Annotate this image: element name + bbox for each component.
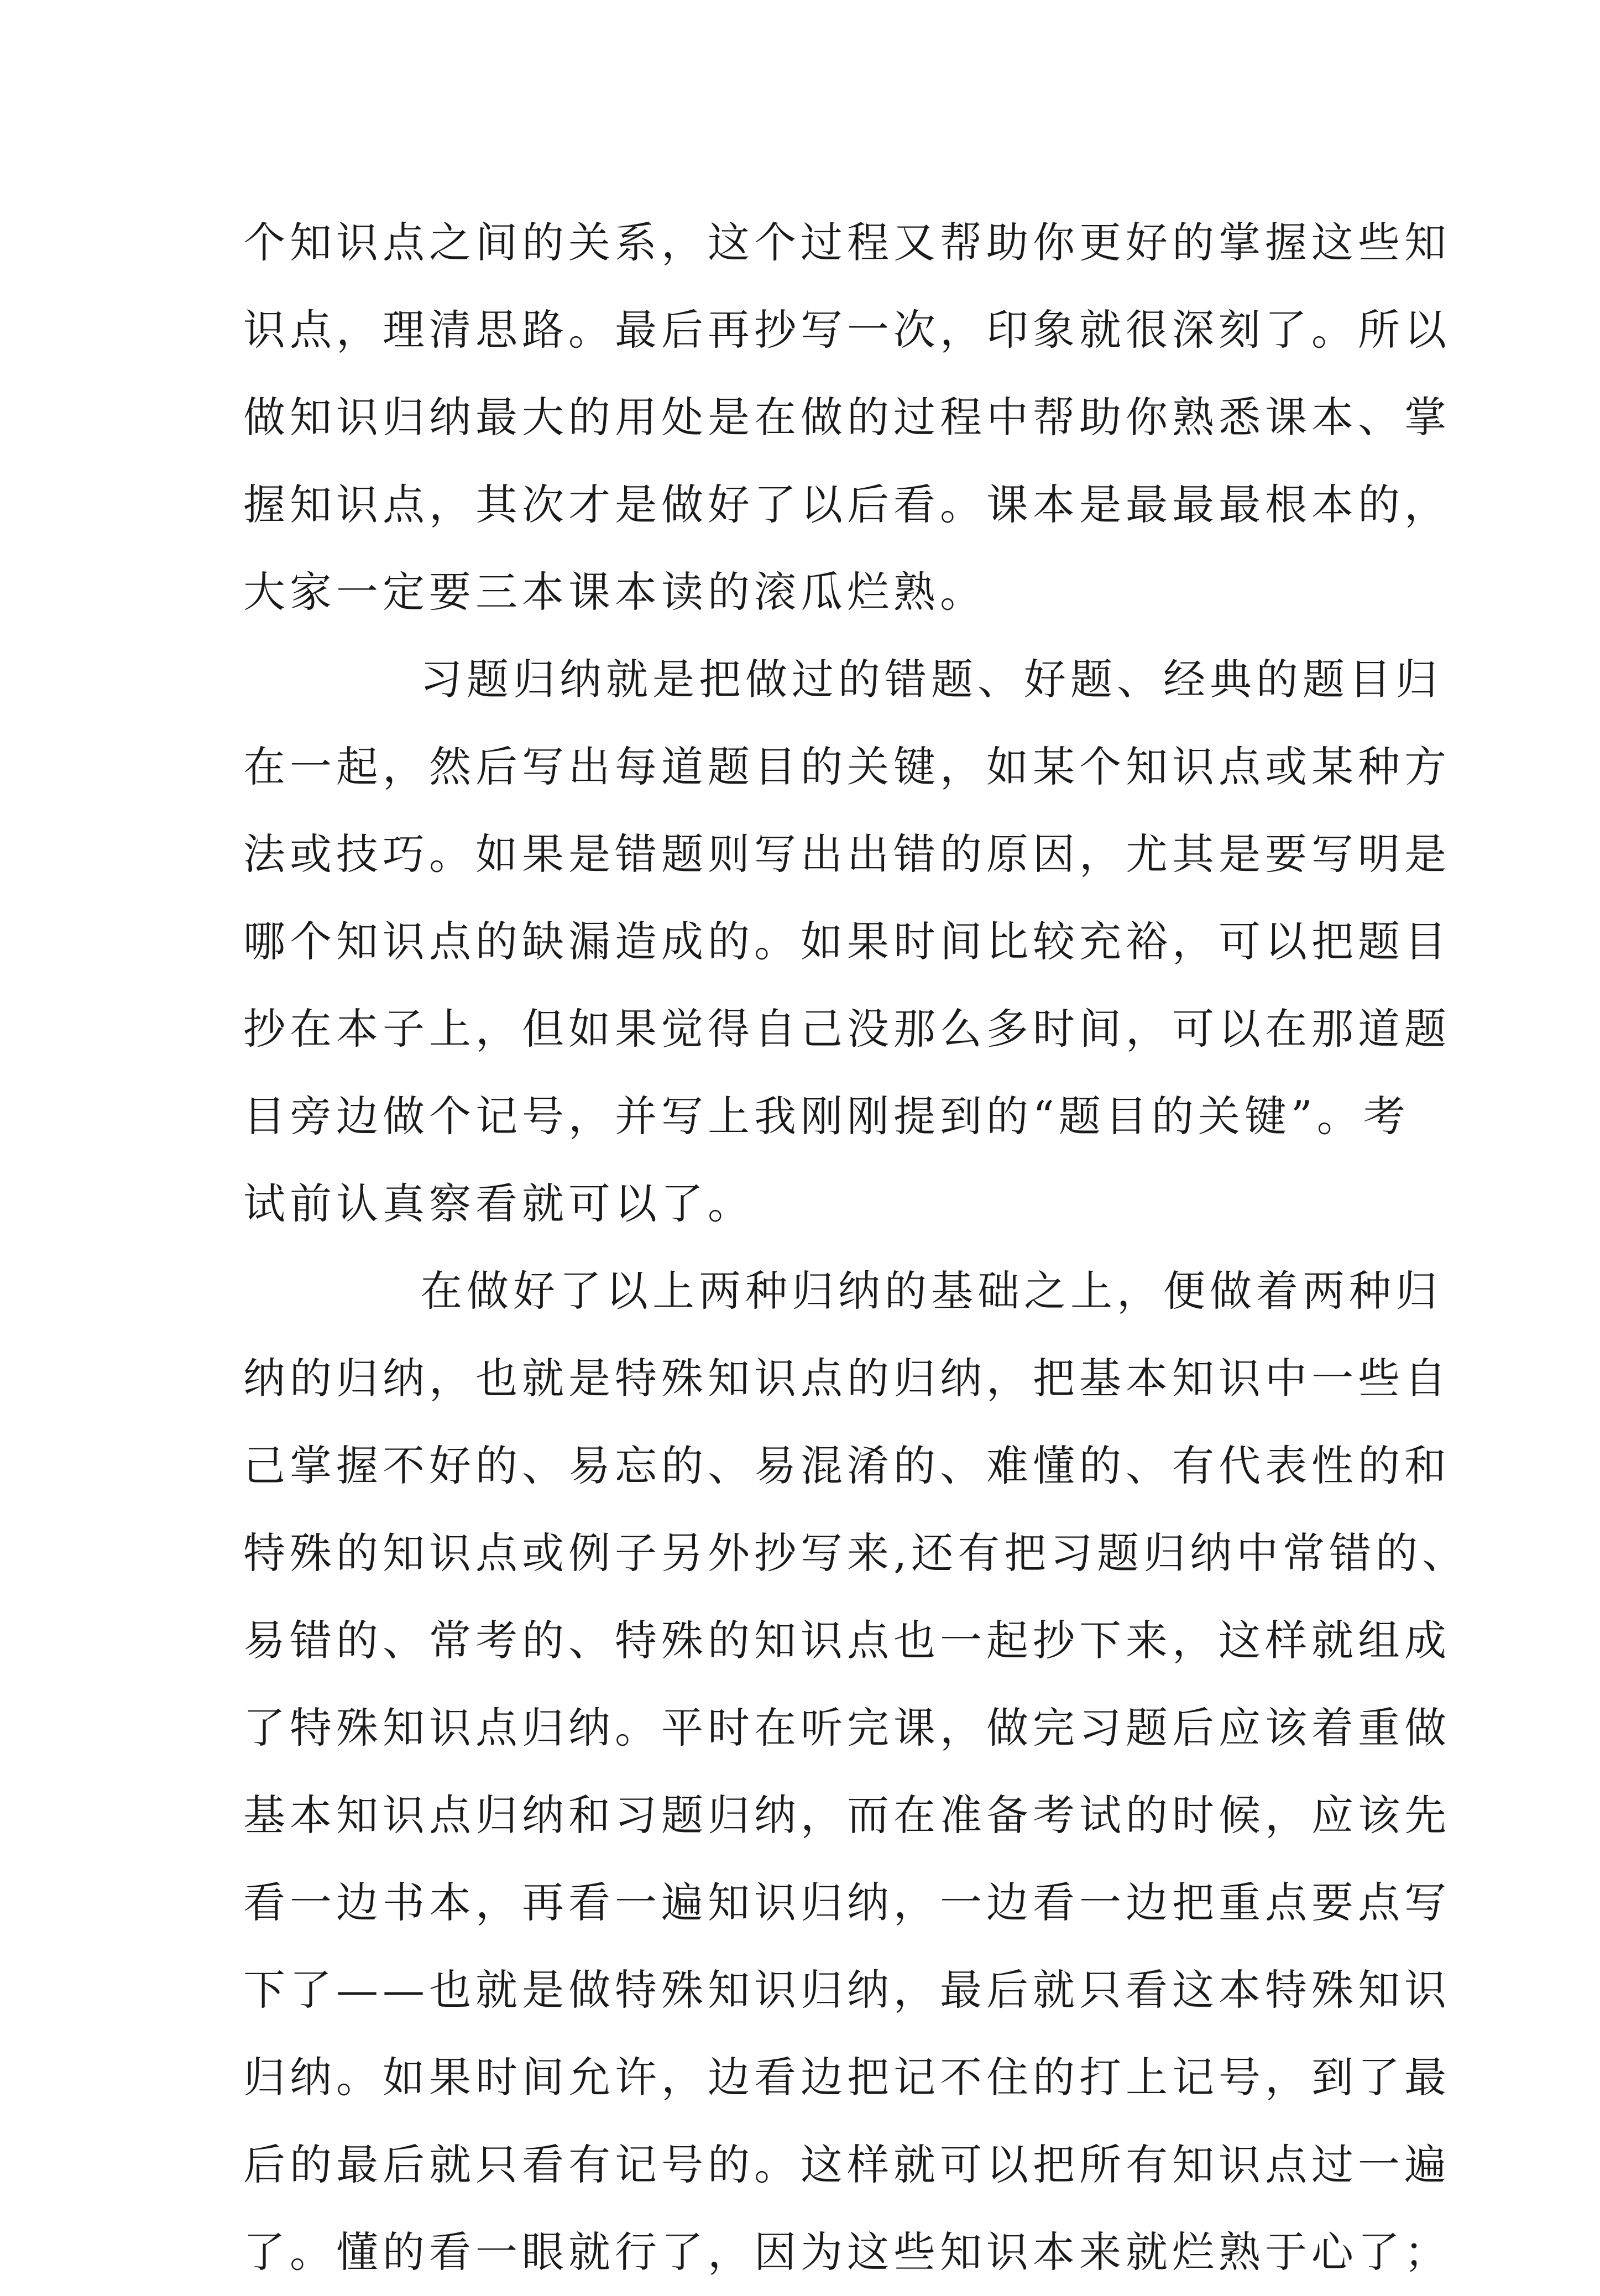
- text-line: 在一起，然后写出每道题目的关键，如某个知识点或某种方: [243, 742, 1451, 791]
- text-line: 大家一定要三本课本读的滚瓜烂熟。: [243, 567, 986, 617]
- text-line: 目旁边做个记号，并写上我刚刚提到的“题目的关键”。考: [243, 1092, 1410, 1141]
- text-line: 抄在本子上，但如果觉得自己没那么多时间，可以在那道题: [243, 1004, 1451, 1053]
- text-line: 了特殊知识点归纳。平时在听完课，做完习题后应该着重做: [243, 1703, 1451, 1752]
- text-line: 特殊的知识点或例子另外抄写来,还有把习题归纳中常错的、: [243, 1528, 1469, 1578]
- text-line: 基本知识点归纳和习题归纳，而在准备考试的时候，应该先: [243, 1791, 1451, 1840]
- text-line: 归纳。如果时间允许，边看边把记不住的打上记号，到了最: [243, 2053, 1451, 2102]
- paragraph-start-line: 习题归纳就是把做过的错题、好题、经典的题目归: [420, 655, 1442, 704]
- text-line: 易错的、常考的、特殊的知识点也一起抄下来，这样就组成: [243, 1616, 1451, 1665]
- text-line: 法或技巧。如果是错题则写出出错的原因，尤其是要写明是: [243, 829, 1451, 879]
- text-line: 后的最后就只看有记号的。这样就可以把所有知识点过一遍: [243, 2140, 1451, 2189]
- text-line: 纳的归纳，也就是特殊知识点的归纳，把基本知识中一些自: [243, 1354, 1451, 1403]
- text-line: 个知识点之间的关系，这个过程又帮助你更好的掌握这些知: [243, 218, 1451, 267]
- text-line: 做知识归纳最大的用处是在做的过程中帮助你熟悉课本、掌: [243, 393, 1451, 442]
- body-text: [243, 199, 1469, 2296]
- text-line: 己掌握不好的、易忘的、易混淆的、难懂的、有代表性的和: [243, 1441, 1451, 1490]
- text-line: 下了——也就是做特殊知识归纳，最后就只看这本特殊知识: [243, 1965, 1451, 2015]
- paragraph-start-line: 在做好了以上两种归纳的基础之上，便做着两种归: [420, 1266, 1442, 1316]
- text-line: 试前认真察看就可以了。: [243, 1179, 754, 1228]
- text-line: 了。懂的看一眼就行了，因为这些知识本来就烂熟于心了；: [243, 2227, 1451, 2277]
- text-line: 哪个知识点的缺漏造成的。如果时间比较充裕，可以把题目: [243, 917, 1451, 966]
- text-line: 识点，理清思路。最后再抄写一次，印象就很深刻了。所以: [243, 305, 1451, 354]
- text-line: 看一边书本，再看一遍知识归纳，一边看一边把重点要点写: [243, 1878, 1451, 1927]
- text-line: 握知识点，其次才是做好了以后看。课本是最最最根本的，: [243, 480, 1451, 529]
